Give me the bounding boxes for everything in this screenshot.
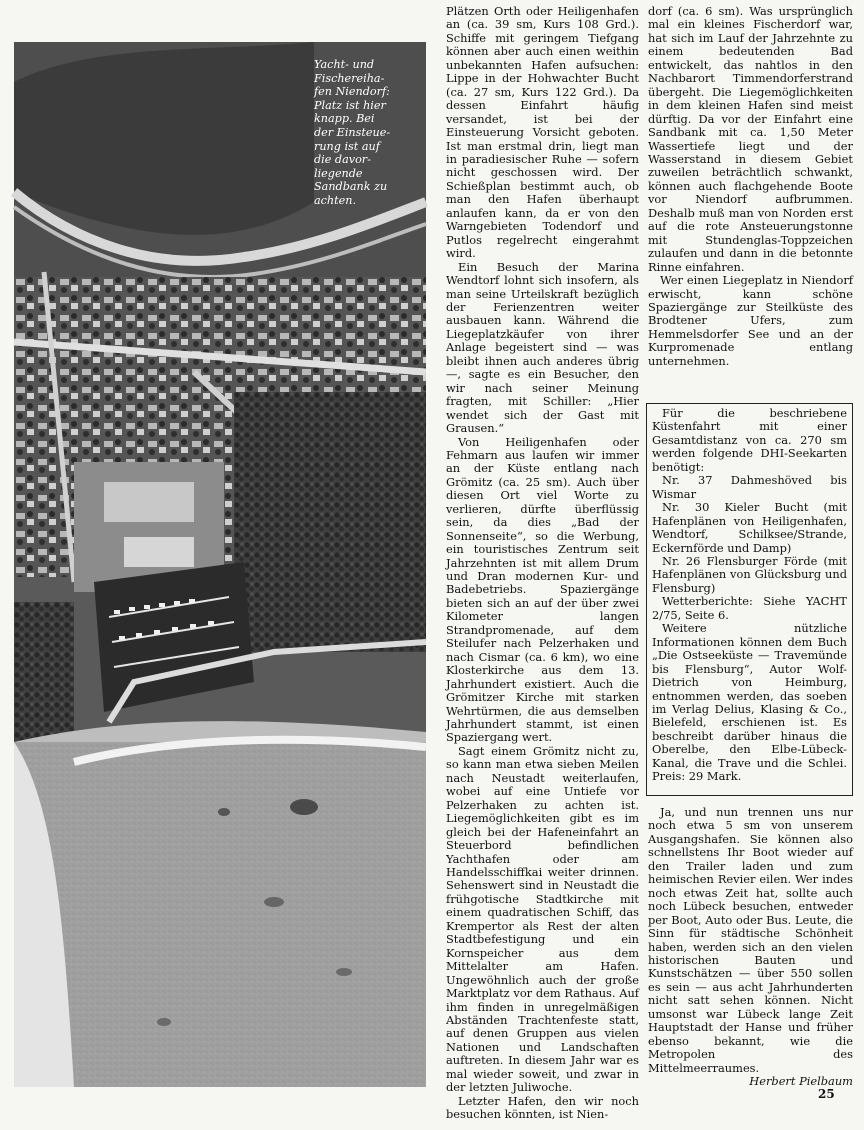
paragraph: Sagt einem Grömitz nicht zu, so kann man etwa sieben Meilen nach Neustadt weiterlaufen, wobei auf eine Untiefe vor Pelzerhaken zu achten ist. Liegemöglichkeiten gibt es im gleich bei der Hafeneinfahrt an Steuerbord befindlichen Yachthafen oder am Handelsschiffkai weiter drinnen. Sehenswert sind in Neustadt die frühgotische Stadtkirche mit einem quadratischen Schiff, das Krempertor als Rest der alten Stadtbefestigung und ein Kornspeicher aus dem Mittelalter am Hafen. Ungewöhnlich auch der große Marktplatz vor dem Rathaus. Auf ihm finden in unregelmäßigen Abständen Trachtenfeste statt, auf denen Gruppen aus vielen Nationen und Landschaften auftreten. In diesem Jahr war es mal wieder soweit, und zwar in der letzten Juliwoche. — [446, 743, 639, 1095]
article-column-right-top — [648, 5, 853, 368]
chart-info-box — [646, 403, 853, 796]
infobox-chart-37: Nr. 37 Dahmeshöved bis Wismar — [652, 473, 847, 501]
infobox-chart-26: Nr. 26 Flensburger Förde (mit Hafenplänen von Glücksburg und Flensburg) — [652, 553, 847, 595]
paragraph: dorf (ca. 6 sm). Was ursprünglich mal ein kleines Fischerdorf war, hat sich im Lauf der Jahrzehnte zu einem bedeutenden Bad entwickelt, das nahtlos in den Nachbarort Timmendorferstrand übergeht. Die Liegemöglichkeiten in dem kleinen Hafen sind meist dürftig. Da vor der Einfahrt eine Sandbank mit ca. 1,50 Meter Wassertiefe liegt und der Wasserstand in diesem Gebiet zuweilen beträchtlich schwankt, können auch flachgehende Boote vor Niendorf aufbrummen. Deshalb muß man von Norden erst auf die rote Ansteuerungstonne mit Stundenglas-Toppzeichen zulaufen und dann in die betonnte Rinne einfahren. — [648, 4, 853, 274]
author-signature: Herbert Pielbaum — [749, 1074, 853, 1089]
article-column-right-bottom — [648, 806, 853, 1089]
photo-caption — [314, 58, 422, 208]
paragraph: Plätzen Orth oder Heiligenhafen an (ca. 39 sm, Kurs 108 Grd.). Schiffe mit geringem Tiefgang können aber auch einen weithin unbekannten Hafen aufsuchen: Lippe in der Hohwachter Bucht (ca. 27 sm, Kurs 122 Grd.). Da dessen Einfahrt häufig versandet, ist bei der Einsteuerung Vorsicht geboten. Ist man erstmal drin, liegt man in paradiesischer Ruhe — sofern nicht geschossen wird. Der Schießplan bestimmt auch, ob man den Hafen überhaupt anlaufen kann, da er von den Warngebieten Todendorf und Putlos regelrecht eingerahmt wird. — [446, 4, 639, 261]
photo-caption-text: Yacht- und Fischereiha- fen Niendorf: Platz ist hier knapp. Bei der Einsteue- rung ist auf die davor- liegende Sandbank zu achten. — [314, 58, 391, 207]
paragraph: Ja, und nun trennen uns nur noch etwa 5 sm von unserem Ausgangshafen. Sie können also schnellstens Ihr Boot wieder auf den Trailer laden und zum heimischen Revier eilen. Wer indes noch etwas Zeit hat, sollte auch noch Lübeck besuchen, entweder per Boot, Auto oder Bus. Leute, die Sinn für städtische Schönheit haben, werden sich an den vielen historischen Bauten und Kunstschätzen — über 550 sollen es sein — aus acht Jahrhunderten nicht satt sehen können. Nicht umsonst war Lübeck lange Zeit Hauptstadt der Hanse und früher ebenso bekannt, wie die Metropolen des Mittelmeerraumes. — [648, 805, 853, 1075]
paragraph: Ein Besuch der Marina Wendtorf lohnt sich insofern, als man seine Urteilskraft bezüglich der Ferienzentren weiter ausbauen kann. Während die Liegeplatzkäufer von ihrer Anlage begeistert sind — was bleibt ihnen auch anderes übrig —, sagte es ein Besucher, den wir nach seiner Meinung fragten, mit Schiller: „Hier wendet sich der Gast mit Grausen.“ — [446, 259, 639, 436]
infobox-chart-30: Nr. 30 Kieler Bucht (mit Hafenplänen von Heiligenhafen, Wendtorf, Schilksee/Strande, Eckernförde und Damp) — [652, 500, 847, 555]
paragraph: Letzter Hafen, den wir noch besuchen könnten, ist Nien- — [446, 1093, 639, 1122]
infobox-weather: Wetterberichte: Siehe YACHT 2/75, Seite 6. — [652, 594, 847, 622]
paragraph: Von Heiligenhafen oder Fehmarn aus laufen wir immer an der Küste entlang nach Grömitz (ca. 25 sm). Auch über diesen Ort viel Worte zu verlieren, dürfte überflüssig sein, da dies „Bad der Sonnenseite“, so die Werbung, ein touristisches Zentrum seit Jahrzehnten ist mit allem Drum und Dran modernen Kur- und Badebetriebs. Spaziergänge bieten sich an auf der über zwei Kilometer langen Strandpromenade, auf dem Steilufer nach Pelzerhaken und nach Cismar (ca. 6 km), wo eine Klosterkirche aus dem 13. Jahrhundert existiert. Auch die Grömitzer Kirche mit starken Wehrtürmen, die aus demselben Jahrhundert stammt, ist einen Spaziergang wert. — [446, 434, 639, 745]
infobox-intro: Für die beschriebene Küstenfahrt mit einer Gesamtdistanz von ca. 270 sm werden folgende DHI-Seekarten benötigt: — [652, 406, 847, 474]
aerial-photo-niendorf-harbor — [14, 42, 426, 1087]
infobox-book: Weitere nützliche Informationen können dem Buch „Die Ostseeküste — Travemünde bis Flensburg“, Autor Wolf-Dietrich von Heimburg, entnommen werden, das soeben im Verlag Delius, Klasing & Co., Bielefeld, erschienen ist. Es beschreibt darüber hinaus die Oberelbe, den Elbe-Lübeck-Kanal, die Trave und die Schlei. Preis: 29 Mark. — [652, 621, 847, 784]
paragraph: Wer einen Liegeplatz in Niendorf erwischt, kann schöne Spaziergänge zur Steilküste des Brodtener Ufers, zum Hemmelsdorfer See und an der Kurpromenade entlang unternehmen. — [648, 273, 853, 368]
page-number: 25 — [818, 1087, 835, 1101]
article-column-middle — [446, 4, 639, 1122]
